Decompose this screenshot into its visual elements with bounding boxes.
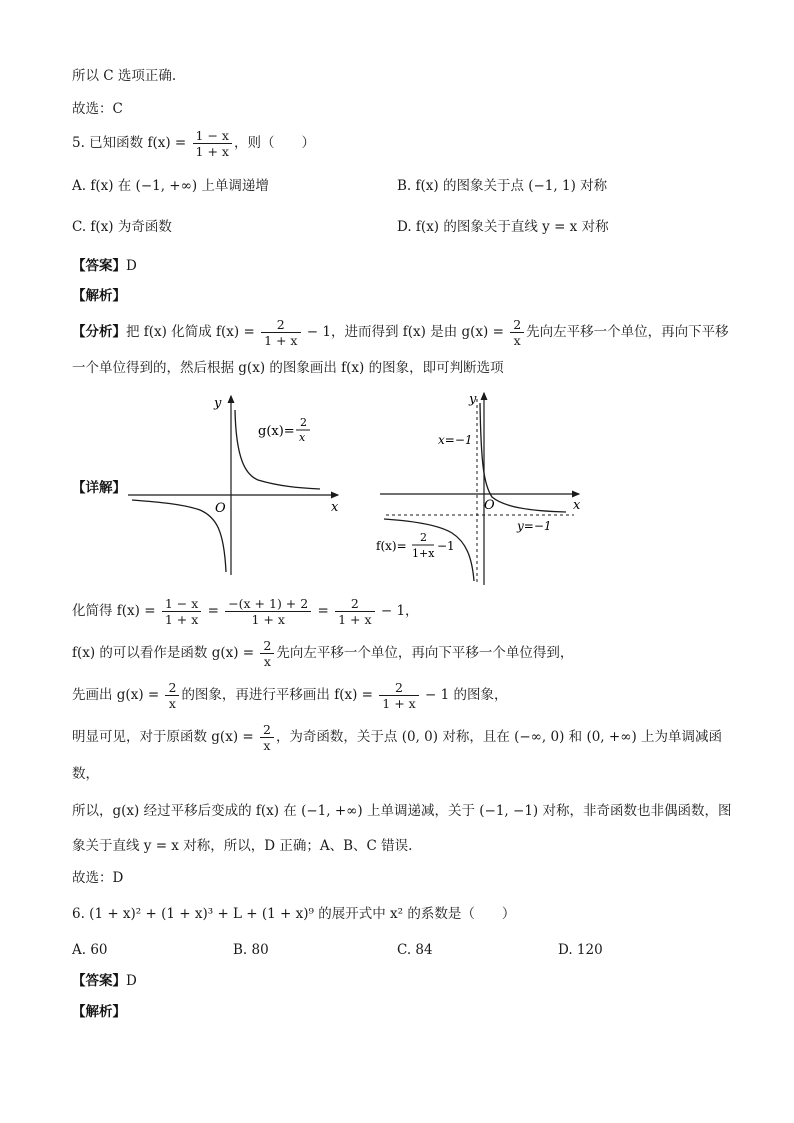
f-label-x: x [573,498,581,513]
detail-tag [72,478,126,498]
obvious-frac-den: x [263,738,271,753]
q6-option-c: C. 84 [397,942,433,958]
obvious-line [72,720,722,754]
view-pre: f(x) 的可以看作是函数 g(x) = [72,645,259,661]
obvious-pre: 明显可见，对于原函数 g(x) = [72,729,258,745]
so-line-1: 所以，g(x) 经过平移后变成的 f(x) 在 (−1, +∞) 上单调递减，关于 (−1, −1) 对称，非奇函数也非偶函数，图 [72,803,732,819]
draw-frac2-num: 2 [379,680,418,696]
g-label-x: x [331,500,339,515]
simplify-pre: 化简得 f(x) = [72,603,160,619]
simplify-line [72,594,419,628]
fenxi-frac1-num: 2 [261,317,300,333]
fenxi-part-c: 先向左平移一个单位，再向下平移 [526,324,729,340]
draw-frac1-num: 2 [165,680,179,696]
fenxi-line-2: 一个单位得到的，然后根据 g(x) 的图象画出 f(x) 的图象，即可判断选项 [72,360,504,376]
f-label-y: y [469,392,477,407]
simplify-eq-1: = [203,603,224,619]
view-frac-den: x [263,654,271,669]
draw-frac-2 [379,680,418,711]
fenxi-fraction-1 [261,317,300,348]
fenxi-part-a: 把 f(x) 化简成 f(x) = [126,324,260,340]
q5-option-a: A. f(x) 在 (−1, +∞) 上单调递增 [72,178,269,194]
so-line-2: 象关于直线 y = x 对称，所以，D 正确；A、B、C 错误. [72,838,413,854]
text-line-choice: 故选：C [72,101,123,117]
view-frac-num: 2 [260,638,274,654]
f-asym-v-label: x=−1 [438,433,473,447]
simplify-frac-1 [162,596,201,627]
obvious-post: ，为奇函数，关于点 (0, 0) 对称，且在 (−∞, 0) 和 (0, +∞) 上为单调减函 [275,729,723,745]
choose-line: 故选：D [72,870,124,886]
fenxi-line-1 [72,315,729,349]
fenxi-frac2-num: 2 [510,317,524,333]
fenxi-fraction-2 [510,317,524,348]
simplify-f1-den: 1 + x [164,612,199,627]
draw-frac2-den: 1 + x [382,696,416,711]
g-label-origin: O [215,501,226,516]
q6-option-d: D. 120 [558,942,603,958]
answer-tag: 【答案】 [72,258,126,274]
detail-tag-label: 【详解】 [72,480,126,496]
q5-frac-den: 1 + x [195,144,229,159]
f-func-den: 1+x [412,547,435,560]
simplify-f3-den: 1 + x [338,612,372,627]
draw-mid: 的图象，再进行平移画出 f(x) = [181,687,378,703]
f-label-origin: O [484,498,495,513]
q6-option-a: A. 60 [72,942,108,958]
analysis-tag-label: 【解析】 [72,288,126,304]
q5-option-d: D. f(x) 的图象关于直线 y = x 对称 [397,219,609,235]
q5-stem-post: ，则（ ） [233,135,315,151]
q5-option-c: C. f(x) 为奇函数 [72,219,172,235]
analysis-tag [72,286,126,306]
graph-f-x [374,385,594,590]
draw-post: − 1 的图象， [420,687,508,703]
answer-value: D [126,258,137,274]
simplify-f1-num: 1 − x [162,596,201,612]
g-func-label: g(x)= [258,424,295,439]
g-func-den: x [299,431,306,444]
simplify-f2-den: 1 + x [251,612,285,627]
f-asym-h-label: y=−1 [517,519,552,533]
q6-option-b: B. 80 [233,942,269,958]
f-func-tail: −1 [437,539,455,553]
fenxi-frac1-den: 1 + x [264,333,298,348]
f-func-label: f(x)= [376,539,407,553]
g-label-y: y [214,396,222,411]
view-line [72,636,573,670]
q6-stem: 6. (1 + x)² + (1 + x)³ + L + (1 + x)⁹ 的展开式中 x² 的系数是（ ） [72,906,516,922]
fenxi-tag: 【分析】 [72,324,126,340]
g-curve-left-branch [132,500,226,572]
q5-fraction [193,128,232,159]
draw-line [72,678,508,712]
f-func-num: 2 [420,531,427,544]
q5-frac-num: 1 − x [193,128,232,144]
obvious-frac [260,722,274,753]
simplify-f2-num: −(x + 1) + 2 [225,596,311,612]
draw-pre: 先画出 g(x) = [72,687,164,703]
obvious-line-2: 数， [72,766,99,782]
g-curve-right-branch [235,410,320,489]
simplify-eq-2: = [313,603,334,619]
view-post: 先向左平移一个单位，再向下平移一个单位得到， [276,645,574,661]
analysis2-tag-label: 【解析】 [72,1004,126,1020]
q5-stem-pre: 5. 已知函数 f(x) = [72,135,191,151]
obvious-frac-num: 2 [260,722,274,738]
draw-frac-1 [165,680,179,711]
answer-line [72,256,137,276]
graph-g-x [128,390,350,580]
simplify-f3-num: 2 [335,596,374,612]
simplify-tail: − 1， [376,603,419,619]
simplify-frac-2 [225,596,311,627]
f-curve-right-branch [480,403,566,512]
answer2-value: D [126,973,137,989]
fenxi-frac2-den: x [513,333,521,348]
answer2-tag: 【答案】 [72,973,126,989]
analysis2-tag [72,1002,126,1022]
answer2-line [72,971,137,991]
q5-option-b: B. f(x) 的图象关于点 (−1, 1) 对称 [397,178,608,194]
g-func-num: 2 [300,416,307,429]
q5-stem [72,128,315,159]
text-line-conclusion: 所以 C 选项正确. [72,68,177,84]
simplify-frac-3 [335,596,374,627]
view-frac [260,638,274,669]
draw-frac1-den: x [168,696,176,711]
fenxi-part-b: − 1，进而得到 f(x) 是由 g(x) = [302,324,509,340]
